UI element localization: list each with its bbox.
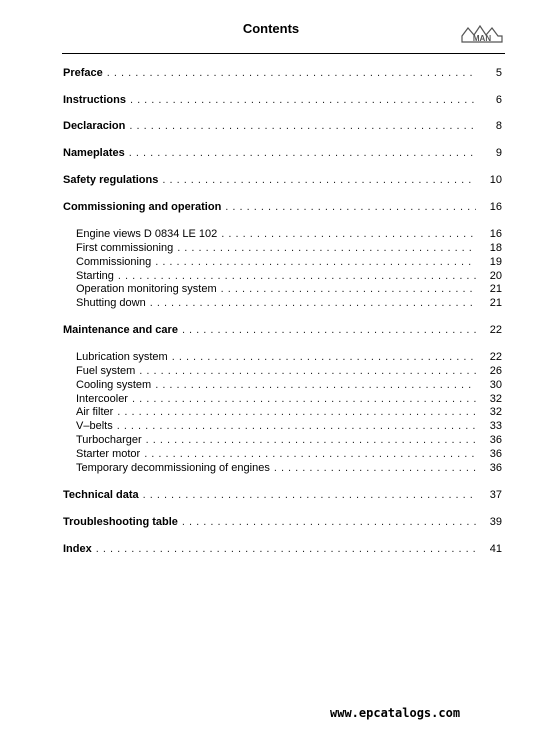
toc-leader — [172, 350, 476, 364]
toc-label: Nameplates — [63, 147, 125, 159]
toc-leader — [130, 93, 476, 107]
toc-label: Cooling system — [76, 379, 152, 391]
toc-label: Preface — [63, 67, 103, 79]
toc-entry-turbocharger[interactable] — [76, 433, 502, 447]
toc-label: Instructions — [63, 94, 126, 106]
toc-label: Troubleshooting table — [63, 516, 178, 528]
toc-leader — [177, 241, 476, 255]
toc-page-number: 33 — [489, 420, 502, 432]
toc-page-number: 30 — [489, 379, 502, 391]
toc-leader — [182, 515, 476, 529]
toc-page-number: 41 — [489, 543, 502, 555]
toc-label: Index — [63, 543, 92, 555]
toc-entry-engine-views[interactable] — [76, 227, 502, 241]
toc-page-number: 21 — [489, 283, 502, 295]
toc-entry-commissioning[interactable] — [76, 255, 502, 269]
toc-label: First commissioning — [76, 242, 174, 254]
toc-page-number: 19 — [489, 256, 502, 268]
toc-leader — [129, 146, 476, 160]
logo-text: MAN — [472, 34, 492, 43]
toc-page-number: 8 — [495, 120, 502, 132]
toc-entry-air-filter[interactable] — [76, 405, 502, 419]
toc-entry-preface[interactable] — [63, 66, 502, 80]
toc-page-number: 22 — [489, 351, 502, 363]
toc-entry-maintenance-and-care[interactable] — [63, 323, 502, 337]
toc-label: Declaracion — [63, 120, 126, 132]
toc-entry-commissioning-and-operation[interactable] — [63, 200, 502, 214]
toc-label: Starter motor — [76, 448, 141, 460]
toc-label: Operation monitoring system — [76, 283, 217, 295]
toc-leader — [118, 269, 476, 283]
toc-label: Fuel system — [76, 365, 136, 377]
toc-page-number: 37 — [489, 489, 502, 501]
toc-leader — [143, 488, 476, 502]
toc-leader — [117, 405, 476, 419]
toc-label: Commissioning — [76, 256, 152, 268]
toc-entry-intercooler[interactable] — [76, 392, 502, 406]
toc-entry-shutting-down[interactable] — [76, 296, 502, 310]
toc-page-number: 36 — [489, 462, 502, 474]
toc-leader — [182, 323, 476, 337]
toc-leader — [146, 433, 476, 447]
toc-entry-index[interactable] — [63, 542, 502, 556]
toc-entry-instructions[interactable] — [63, 93, 502, 107]
toc-label: Starting — [76, 270, 114, 282]
toc-entry-lubrication-system[interactable] — [76, 350, 502, 364]
toc-leader — [107, 66, 476, 80]
toc-label: V–belts — [76, 420, 113, 432]
toc-entry-declaracion[interactable] — [63, 119, 502, 133]
toc-leader — [132, 392, 476, 406]
toc-entry-temporary-decommissioning[interactable] — [76, 461, 502, 475]
toc-page-number: 9 — [495, 147, 502, 159]
toc-entry-operation-monitoring-system[interactable] — [76, 282, 502, 296]
toc-entry-first-commissioning[interactable] — [76, 241, 502, 255]
toc-page-number: 36 — [489, 434, 502, 446]
toc-leader — [150, 296, 476, 310]
toc-entry-starting[interactable] — [76, 269, 502, 283]
toc-leader — [221, 227, 476, 241]
toc-entry-nameplates[interactable] — [63, 146, 502, 160]
toc-label: Lubrication system — [76, 351, 168, 363]
toc-leader — [96, 542, 476, 556]
toc-leader — [144, 447, 476, 461]
toc-leader — [221, 282, 476, 296]
toc-leader — [155, 255, 476, 269]
toc-page-number: 36 — [489, 448, 502, 460]
toc-label: Shutting down — [76, 297, 146, 309]
toc-label: Technical data — [63, 489, 139, 501]
toc-label: Temporary decommissioning of engines — [76, 462, 270, 474]
toc-page-number: 16 — [489, 228, 502, 240]
toc-entry-safety-regulations[interactable] — [63, 173, 502, 187]
toc-entry-troubleshooting-table[interactable] — [63, 515, 502, 529]
toc-page-number: 21 — [489, 297, 502, 309]
toc-label: Air filter — [76, 406, 114, 418]
toc-page-number: 22 — [489, 324, 502, 336]
toc-entry-v-belts[interactable] — [76, 419, 502, 433]
page-title: Contents — [242, 21, 300, 36]
toc-page-number: 32 — [489, 393, 502, 405]
toc-label: Turbocharger — [76, 434, 142, 446]
toc-label: Engine views D 0834 LE 102 — [76, 228, 218, 240]
toc-label: Safety regulations — [63, 174, 159, 186]
toc-page-number: 32 — [489, 406, 502, 418]
toc-leader — [155, 378, 476, 392]
toc-page-number: 39 — [489, 516, 502, 528]
toc-entry-cooling-system[interactable] — [76, 378, 502, 392]
toc-leader — [139, 364, 476, 378]
toc-page-number: 18 — [489, 242, 502, 254]
toc-page-number: 10 — [489, 174, 502, 186]
toc-label: Intercooler — [76, 393, 128, 405]
toc-entry-technical-data[interactable] — [63, 488, 502, 502]
toc-page-number: 26 — [489, 365, 502, 377]
toc-page-number: 6 — [495, 94, 502, 106]
toc-leader — [274, 461, 476, 475]
toc-page-number: 20 — [489, 270, 502, 282]
footer-watermark-url: www.epcatalogs.com — [330, 706, 461, 720]
toc-page-number: 5 — [495, 67, 502, 79]
toc-entry-fuel-system[interactable] — [76, 364, 502, 378]
toc-leader — [129, 119, 476, 133]
toc-page-number: 16 — [489, 201, 502, 213]
toc-leader — [225, 200, 476, 214]
toc-leader — [162, 173, 476, 187]
toc-leader — [117, 419, 476, 433]
toc-entry-starter-motor[interactable] — [76, 447, 502, 461]
toc-label: Maintenance and care — [63, 324, 178, 336]
toc-label: Commissioning and operation — [63, 201, 222, 213]
